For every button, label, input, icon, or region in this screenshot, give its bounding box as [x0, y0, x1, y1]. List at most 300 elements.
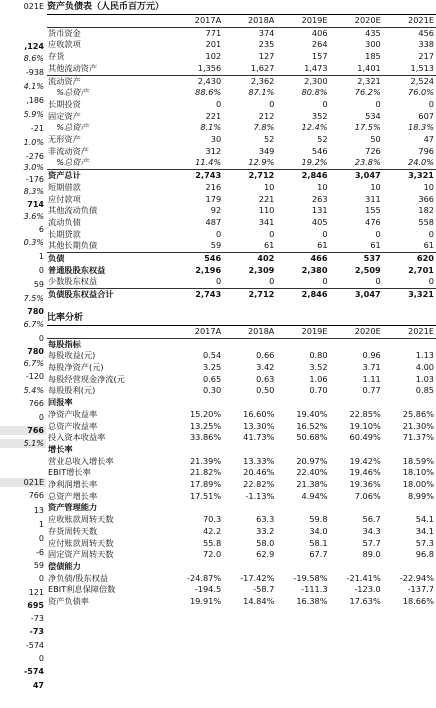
cell-value: 96.8 [415, 549, 434, 560]
cell-value: 2,509 [354, 264, 381, 275]
row-label: 其他流动负债 [48, 205, 98, 216]
cell-value: 546 [311, 145, 328, 156]
cell-value: 23.8% [354, 157, 381, 168]
year-header: 2018A [223, 15, 276, 27]
cell-value: 34.0 [309, 525, 328, 536]
cell-value: 20.46% [243, 467, 275, 478]
cell-value: 76.2% [354, 87, 381, 98]
cell-value: 0 [269, 98, 275, 109]
row-label: 应付账款周转天数 [48, 537, 114, 548]
cell-value: 50 [370, 134, 381, 145]
table-row [47, 502, 436, 514]
year-header: 2019E [276, 15, 329, 27]
cell-value [383, 444, 436, 456]
row-label: 固定资产 [48, 110, 81, 121]
cell-value: 402 [223, 253, 276, 265]
left-fragment-value: 3.0% [23, 163, 44, 172]
cell-value [383, 397, 436, 409]
cell-value: 19.10% [349, 420, 381, 431]
row-label: 营业总收入增长率 [48, 455, 114, 466]
left-fragment-value: -120 [25, 372, 44, 381]
left-fragment-value: 59 [33, 561, 44, 570]
cell-value: 0 [375, 276, 381, 287]
table-row [47, 205, 436, 217]
table-row [47, 491, 436, 503]
cell-value: 21.39% [189, 455, 222, 466]
balance-sheet-table [47, 15, 436, 301]
cell-value: 102 [205, 51, 222, 62]
cell-value: 201 [205, 39, 222, 50]
cell-value [330, 397, 383, 409]
table-row [47, 444, 436, 456]
left-fragment-value: 3.6% [23, 212, 44, 221]
cell-value: 58.0 [256, 537, 275, 548]
cell-value: 67.7 [309, 549, 328, 560]
row-label: 负债 [47, 253, 170, 265]
cell-value: 3.42 [256, 361, 275, 372]
left-fragment-value: 766 [28, 399, 44, 408]
row-label: 增长率 [48, 443, 73, 454]
cell-value [330, 338, 383, 350]
cell-value: 2,743 [170, 170, 223, 182]
table-row [47, 87, 436, 99]
cell-value: 456 [418, 27, 434, 38]
table-row [47, 549, 436, 561]
cell-value [170, 502, 223, 514]
table-row [47, 374, 436, 386]
cell-value: 14.84% [243, 596, 275, 607]
cell-value: 2,309 [248, 264, 275, 275]
cell-value: 0.63 [256, 373, 275, 384]
cell-value: 19.40% [296, 408, 328, 419]
cell-value: 13.33% [243, 455, 275, 466]
table-row [47, 122, 436, 134]
cell-value: 33.86% [189, 432, 222, 443]
cell-value: 25.86% [402, 408, 434, 419]
row-label: 偿债能力 [48, 560, 81, 571]
cell-value [330, 561, 383, 573]
row-label: 每股股利(元) [48, 385, 96, 396]
cell-value: 18.10% [402, 467, 434, 478]
balance-header-row [47, 15, 436, 27]
cell-value: 16.38% [296, 596, 328, 607]
cell-value: 34.1 [415, 525, 434, 536]
cell-value [330, 444, 383, 456]
left-fragment-value: 1 [38, 520, 44, 529]
left-fragment-value: 5.4% [23, 386, 44, 395]
cell-value: 127 [258, 51, 275, 62]
cell-value: 221 [205, 110, 222, 121]
cell-value: 80.8% [301, 87, 328, 98]
cell-value: 537 [330, 253, 383, 265]
left-fragment-value: 4.1% [23, 82, 44, 91]
cell-value: 2,430 [170, 75, 223, 87]
cell-value: 76.0% [407, 87, 434, 98]
cell-value: 0.70 [309, 385, 328, 396]
left-fragment-value: 8.3% [23, 187, 44, 196]
table-row [47, 194, 436, 206]
cell-value: 63.3 [256, 514, 275, 525]
cell-value: 59.8 [309, 514, 328, 525]
row-label: 其他长期负债 [48, 240, 98, 251]
year-header: 2017A [170, 15, 223, 27]
cell-value: 18.3% [407, 122, 434, 133]
table-row [47, 573, 436, 585]
cell-value: 0 [375, 228, 381, 239]
cell-value: 0 [322, 228, 328, 239]
row-label: 总资产收益率 [48, 420, 98, 431]
cell-value: 0 [428, 276, 434, 287]
table-row [47, 51, 436, 63]
year-header: 2021E [383, 326, 436, 338]
cell-value: 0.77 [362, 385, 381, 396]
cell-value: 57.7 [362, 537, 381, 548]
cell-value: 157 [311, 51, 328, 62]
cell-value: 7.8% [253, 122, 275, 133]
row-label: 其他流动资产 [48, 62, 98, 73]
cell-value: 21.38% [296, 479, 328, 490]
cell-value: 2,743 [170, 289, 223, 301]
cell-value: 1,401 [357, 62, 381, 73]
clipped-left-column [0, 0, 46, 708]
left-fragment-value: 714 [27, 200, 44, 209]
cell-value: 3.25 [202, 361, 222, 372]
left-fragment-value: 6.7% [23, 320, 44, 329]
row-label: %总资产 [48, 122, 89, 133]
row-label: 回报率 [48, 397, 73, 408]
cell-value: 216 [205, 181, 222, 192]
cell-value: 1.03 [415, 373, 434, 384]
row-label: 存货周转天数 [48, 525, 98, 536]
table-row [47, 584, 436, 596]
row-label: 负债股东权益合计 [47, 289, 170, 301]
cell-value: 18.59% [402, 455, 434, 466]
cell-value: 0.65 [202, 373, 222, 384]
cell-value: 1,356 [197, 62, 222, 73]
cell-value: 50.68% [296, 432, 328, 443]
cell-value: 2,712 [223, 289, 276, 301]
cell-value: 3,321 [383, 289, 436, 301]
cell-value: 24.0% [407, 157, 434, 168]
row-label: 资产管理能力 [48, 502, 98, 513]
cell-value: 72.0 [202, 549, 222, 560]
cell-value: 0.80 [309, 350, 328, 361]
cell-value: 19.42% [349, 455, 381, 466]
row-label: %总资产 [48, 87, 89, 98]
row-label: 应收账款周转天数 [48, 514, 114, 525]
cell-value: -21.41% [346, 572, 381, 583]
left-fragment-value: 1 [38, 252, 44, 261]
cell-value: 0.30 [202, 385, 222, 396]
left-fragment-value: 0 [38, 534, 44, 543]
row-label: 应收款项 [48, 39, 81, 50]
row-label: %总资产 [48, 157, 89, 168]
cell-value: -58.7 [253, 584, 275, 595]
cell-value: 2,701 [408, 264, 434, 275]
year-header: 2020E [330, 326, 383, 338]
cell-value: 487 [205, 216, 222, 227]
cell-value: 607 [418, 110, 434, 121]
cell-value [383, 338, 436, 350]
left-fragment-value: -73 [30, 614, 44, 623]
row-label: 流动负债 [48, 216, 81, 227]
cell-value: 185 [365, 51, 381, 62]
table-row [47, 182, 436, 194]
cell-value: 110 [258, 205, 275, 216]
cell-value: 52 [263, 134, 275, 145]
row-label: 长期贷款 [48, 228, 81, 239]
cell-value: -137.7 [407, 584, 434, 595]
row-label: 总资产增长率 [48, 490, 98, 501]
cell-value: 10 [423, 181, 434, 192]
cell-value: 0 [375, 98, 381, 109]
row-label: EBIT增长率 [48, 467, 91, 478]
left-fragment-value: ,186 [26, 96, 44, 105]
cell-value: 2,712 [223, 170, 276, 182]
cell-value: 60.49% [349, 432, 381, 443]
header-blank [47, 326, 170, 338]
table-row [47, 421, 436, 433]
cell-value: 338 [418, 39, 434, 50]
cell-value: 3.71 [362, 361, 381, 372]
cell-value: 19.36% [349, 479, 381, 490]
cell-value: 0 [215, 228, 222, 239]
cell-value: 54.1 [415, 514, 434, 525]
row-label: 货币资金 [48, 27, 81, 38]
left-fragment-value: 0 [38, 266, 44, 275]
cell-value: 349 [258, 145, 275, 156]
table-row [47, 276, 436, 288]
cell-value: 61 [263, 240, 275, 251]
cell-value: 41.73% [243, 432, 275, 443]
table-row [47, 350, 436, 362]
cell-value: -123.0 [354, 584, 381, 595]
row-label: 短期借款 [48, 181, 81, 192]
left-fragment-value: 0 [38, 654, 44, 663]
cell-value: 2,846 [276, 289, 329, 301]
table-row [47, 146, 436, 158]
cell-value: 1,473 [304, 62, 328, 73]
cell-value: 4.00 [415, 361, 434, 372]
left-fragment-value: -574 [25, 641, 44, 650]
cell-value: 2,300 [276, 75, 329, 87]
cell-value: -24.87% [187, 572, 222, 583]
cell-value: 1.11 [362, 373, 381, 384]
cell-value [276, 444, 329, 456]
table-row [47, 217, 436, 229]
row-label: 每股收益(元) [48, 350, 96, 361]
year-header: 2018A [223, 326, 276, 338]
ratio-header-row [47, 326, 436, 338]
cell-value: 2,196 [195, 264, 222, 275]
cell-value: 12.4% [301, 122, 328, 133]
left-fragment-value: -73 [29, 627, 44, 636]
cell-value: 0 [269, 228, 275, 239]
row-label: 普通股股东权益 [48, 264, 106, 275]
table-row [47, 385, 436, 397]
cell-value: 7.06% [354, 490, 381, 501]
table-row [47, 467, 436, 479]
table-row [47, 409, 436, 421]
cell-value: 0.50 [256, 385, 275, 396]
cell-value: 20.97% [296, 455, 328, 466]
cell-value: 33.2 [256, 525, 275, 536]
row-label: 长期投资 [48, 98, 81, 109]
cell-value: 21.30% [402, 420, 434, 431]
cell-value: 17.63% [349, 596, 381, 607]
cell-value: 300 [365, 39, 381, 50]
row-label: 每股经营现金净流(元 [48, 373, 125, 384]
cell-value: 558 [418, 216, 434, 227]
cell-value: 18.00% [402, 479, 434, 490]
cell-value: 89.0 [362, 549, 381, 560]
cell-value [170, 338, 223, 350]
cell-value: 56.7 [362, 514, 381, 525]
cell-value: 88.6% [195, 87, 222, 98]
cell-value: 235 [258, 39, 275, 50]
left-fragment-value: 0 [38, 413, 44, 422]
left-fragment-value: ,124 [24, 42, 44, 51]
cell-value: 61 [317, 240, 328, 251]
row-label: 每股指标 [48, 338, 81, 349]
cell-value: 92 [210, 205, 222, 216]
year-header: 2021E [383, 15, 436, 27]
table-row [47, 99, 436, 111]
cell-value: 3.52 [309, 361, 328, 372]
cell-value: 3,321 [383, 170, 436, 182]
cell-value: 0 [428, 98, 434, 109]
table-row [47, 432, 436, 444]
cell-value [383, 561, 436, 573]
cell-value [276, 561, 329, 573]
cell-value: 2,846 [276, 170, 329, 182]
row-label: 净利润增长率 [48, 479, 98, 490]
cell-value [276, 338, 329, 350]
table-row [47, 134, 436, 146]
cell-value: 87.1% [248, 87, 275, 98]
table-row [47, 39, 436, 51]
cell-value: 0 [322, 98, 328, 109]
table-row [47, 561, 436, 573]
left-fragment-value: 8.6% [23, 54, 44, 63]
table-row [47, 75, 436, 87]
cell-value [383, 502, 436, 514]
cell-value: 0.85 [415, 385, 434, 396]
cell-value: 1,627 [250, 62, 275, 73]
row-label: 净资产收益率 [48, 408, 98, 419]
left-fragment-value: 6 [38, 225, 44, 234]
cell-value [330, 502, 383, 514]
left-fragment-value: 021E [0, 478, 46, 487]
left-fragment-value: 5.1% [0, 439, 46, 448]
left-fragment-value: -276 [25, 152, 44, 161]
cell-value: -19.58% [293, 572, 328, 583]
row-label: 净负债/股东权益 [48, 572, 109, 583]
left-fragment-value: 695 [27, 601, 44, 610]
row-label: 资产总计 [47, 170, 170, 182]
cell-value: 0 [428, 228, 434, 239]
cell-value: 2,321 [330, 75, 383, 87]
row-label: 应付款项 [48, 193, 81, 204]
cell-value: 476 [365, 216, 381, 227]
cell-value: 17.5% [354, 122, 381, 133]
left-fragment-value: 7.5% [23, 294, 44, 303]
year-header: 2020E [330, 15, 383, 27]
cell-value: 58.1 [309, 537, 328, 548]
cell-value: 546 [170, 253, 223, 265]
cell-value: 10 [263, 181, 275, 192]
cell-value: 10 [370, 181, 381, 192]
table-row [47, 111, 436, 123]
row-label: 非流动资产 [48, 145, 89, 156]
cell-value: 0.96 [362, 350, 381, 361]
cell-value: 47 [423, 134, 434, 145]
cell-value: -1.13% [245, 490, 275, 501]
cell-value [170, 444, 223, 456]
row-label: 存货 [48, 51, 65, 62]
cell-value: 2,380 [301, 264, 328, 275]
cell-value: 61 [370, 240, 381, 251]
cell-value: 18.66% [402, 596, 434, 607]
cell-value: 0.66 [256, 350, 275, 361]
cell-value: 16.60% [243, 408, 275, 419]
cell-value: 405 [311, 216, 328, 227]
cell-value: 221 [258, 193, 275, 204]
row-label: 投入资本收益率 [48, 432, 106, 443]
row-label: 无形资产 [48, 134, 81, 145]
cell-value: 19.2% [301, 157, 328, 168]
cell-value: 8.1% [200, 122, 222, 133]
row-label: 资产负债率 [48, 596, 89, 607]
cell-value: -111.3 [301, 584, 328, 595]
cell-value: 4.94% [301, 490, 328, 501]
table-row [47, 397, 436, 409]
cell-value: 182 [418, 205, 434, 216]
cell-value: 22.85% [349, 408, 381, 419]
cell-value: 8.99% [407, 490, 434, 501]
cell-value: 0.54 [202, 350, 222, 361]
cell-value [223, 397, 276, 409]
left-fragment-value: 780 [27, 347, 44, 356]
cell-value: 341 [258, 216, 275, 227]
cell-value: 30 [210, 134, 222, 145]
left-fragment-value: 0 [38, 574, 44, 583]
cell-value: 212 [258, 110, 275, 121]
left-fragment-value: 766 [0, 426, 46, 435]
cell-value: 13.25% [189, 420, 222, 431]
table-row [47, 362, 436, 374]
cell-value: 0 [215, 98, 222, 109]
cell-value [276, 397, 329, 409]
cell-value: 374 [258, 27, 275, 38]
year-header: 2017A [170, 326, 223, 338]
cell-value [223, 561, 276, 573]
table-row [47, 157, 436, 169]
left-fragment-value: 13 [33, 506, 44, 515]
left-fragment-value: -176 [25, 175, 44, 184]
cell-value: 406 [311, 27, 328, 38]
cell-value: 1,513 [410, 62, 434, 73]
cell-value: 435 [365, 27, 381, 38]
cell-value: 264 [311, 39, 328, 50]
cell-value: -22.94% [399, 572, 434, 583]
cell-value: 16.52% [296, 420, 328, 431]
cell-value: 726 [365, 145, 381, 156]
year-header: 2019E [276, 326, 329, 338]
cell-value [223, 502, 276, 514]
left-fragment-value: 780 [27, 307, 44, 316]
cell-value: 61 [423, 240, 434, 251]
